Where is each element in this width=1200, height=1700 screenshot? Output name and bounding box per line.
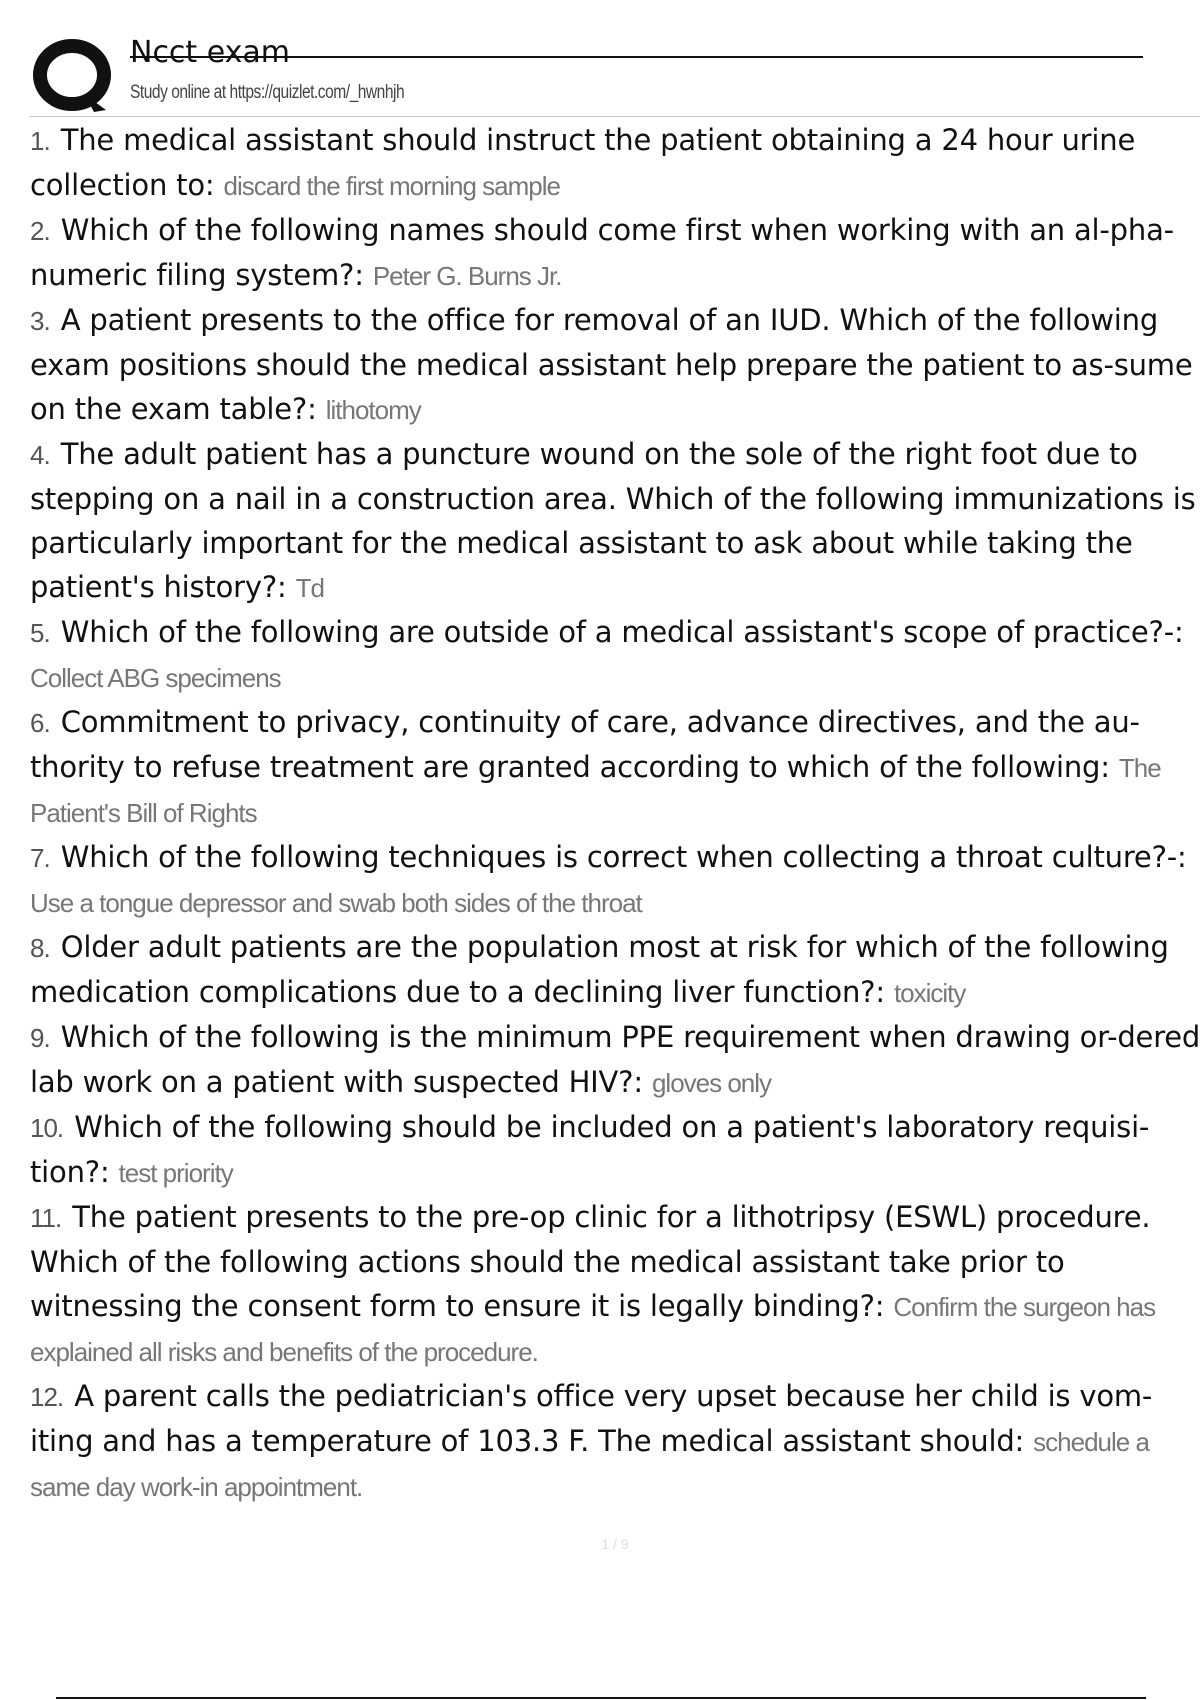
question-number: 2. (30, 216, 50, 246)
question-number: 8. (30, 933, 50, 963)
header-divider (30, 116, 1200, 117)
question-number: 3. (30, 306, 50, 336)
footer-divider (56, 1697, 1146, 1699)
question-text: Which of the following should be included on a patient's laboratory requisi-tion?: (30, 1110, 1150, 1189)
answer-text: Confirm the surgeon has explained all risks and benefits of the procedure. (30, 1292, 1156, 1367)
question-item (30, 835, 1200, 925)
title-strike-line (130, 56, 1143, 58)
question-text: The medical assistant should instruct the patient obtaining a 24 hour urine collection to: (30, 123, 1136, 202)
question-number: 7. (30, 843, 50, 873)
question-number: 12. (30, 1382, 64, 1412)
question-item (30, 700, 1200, 835)
question-item (30, 610, 1200, 700)
question-number: 9. (30, 1023, 50, 1053)
page-number: 1 / 9 (601, 1536, 629, 1552)
answer-text: discard the first morning sample (223, 171, 560, 201)
question-number: 5. (30, 618, 50, 648)
quizlet-logo-icon (32, 34, 144, 116)
question-item (30, 1195, 1200, 1374)
document-title-text: Ncct exam (130, 35, 291, 70)
answer-text: Use a tongue depressor and swab both sides of the throat (30, 888, 642, 918)
question-item (30, 1015, 1200, 1105)
question-text: Which of the following is the minimum PPE requirement when drawing or-dered lab work on a patient with suspected HIV?: (30, 1020, 1200, 1099)
question-number: 4. (30, 440, 50, 470)
question-text: Which of the following techniques is correct when collecting a throat culture?-: (60, 840, 1187, 874)
question-text: Older adult patients are the population most at risk for which of the following medication complications due to a declining liver function?: (30, 930, 1169, 1009)
document-header (30, 28, 1200, 118)
answer-text: lithotomy (325, 395, 421, 425)
question-item (30, 298, 1200, 432)
question-number: 6. (30, 708, 50, 738)
question-number: 1. (30, 126, 50, 156)
question-item (30, 1374, 1200, 1509)
answer-text: The Patient's Bill of Rights (30, 753, 1161, 828)
question-text: The adult patient has a puncture wound on the sole of the right foot due to stepping on a nail in a construction area. Which of the following immunizations is particularly important for the medical assistant to ask about while taking the patient's history?: (30, 437, 1196, 604)
answer-text: gloves only (651, 1068, 772, 1098)
question-item (30, 208, 1200, 298)
question-text: Which of the following are outside of a medical assistant's scope of practice?-: (60, 615, 1184, 649)
answer-text: schedule a same day work-in appointment. (30, 1427, 1149, 1502)
question-number: 10. (30, 1113, 64, 1143)
question-item (30, 118, 1200, 208)
question-text: A patient presents to the office for removal of an IUD. Which of the following exam positions should the medical assistant help prepare the patient to as-sume on the exam table?: (30, 303, 1193, 426)
question-text: Which of the following names should come first when working with an al-pha-numeric filing system?: (30, 213, 1174, 292)
question-item (30, 432, 1200, 610)
answer-text: Collect ABG specimens (30, 663, 281, 693)
study-online-link[interactable]: Study online at https://quizlet.com/_hwnhjh (130, 82, 405, 103)
answer-text: Td (295, 573, 324, 603)
question-item (30, 925, 1200, 1015)
answer-text: Peter G. Burns Jr. (372, 261, 562, 291)
question-text: The patient presents to the pre-op clinic for a lithotripsy (ESWL) procedure. Which of the following actions should the medical assistant take prior to witnessing the consent form to ensure it is legally binding?: (30, 1200, 1151, 1323)
question-item (30, 1105, 1200, 1195)
question-list (30, 118, 1200, 1509)
answer-text: toxicity (893, 978, 966, 1008)
question-text: A parent calls the pediatrician's office very upset because her child is vom-iting and has a temperature of 103.3 F. The medical assistant should: (30, 1379, 1153, 1458)
question-number: 11. (30, 1203, 62, 1233)
document-title (130, 28, 1200, 78)
title-block (130, 28, 1200, 104)
question-text: Commitment to privacy, continuity of care, advance directives, and the au-thority to refuse treatment are granted according to which of the following: (30, 705, 1140, 784)
answer-text: test priority (118, 1158, 233, 1188)
